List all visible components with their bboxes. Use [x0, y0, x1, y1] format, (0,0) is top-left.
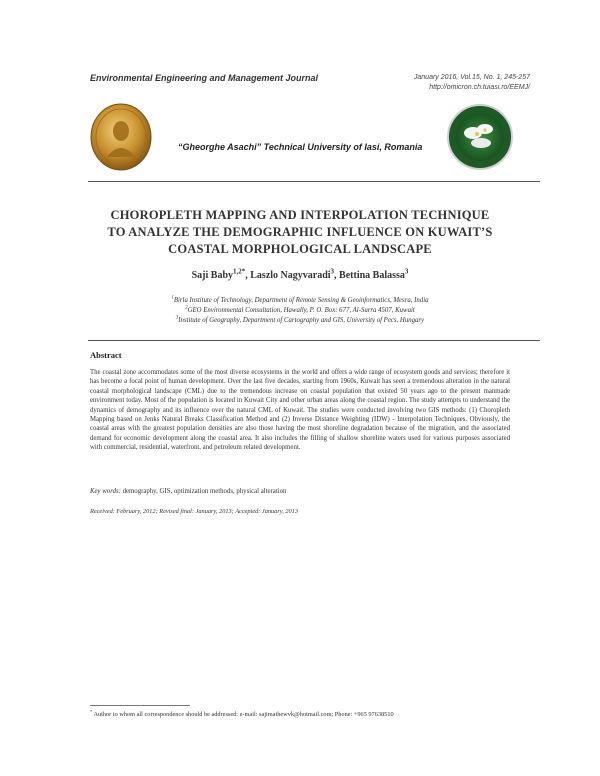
article-title	[80, 207, 520, 258]
author-name: Saji Baby	[191, 270, 234, 281]
abstract-divider	[88, 340, 540, 341]
title-line: CHOROPLETH MAPPING AND INTERPOLATION TECHNIQUE	[110, 208, 490, 222]
abstract-text: The coastal zone accommodates some of the most diverse ecosystems in the world and offers a wide range of ecosystem goods and services; therefore it has become a focal point of human development. Over the last five decades, starting from 1960s, Kuwait has seen a tremendous alteration in the natural coastal morphological landscape (CML) due to the tremendous increase on coastal population that existed 50 years ago to the present manmade environment today. Most of the population is located in Kuwait City and other urban areas along the coastal region. The study attempts to understand the dynamics of demography and its influence over the natural CML of Kuwait. The studies were conducted involving two GIS methods: (1) Choropleth Mapping based on Jenks Natural Breaks Classification Method and (2) Inverse Distance Weighting (IDW) - Interpolation Techniques. Obviously, the coastal areas with the greatest population densities are also those having the most shoreline degradation because of the migration, and the associated demand for economic development along the coastal area. It also includes the filling of shallow shoreline waters used for various purposes associated with commercial, residential, waterfront, and petroleum related development.	[90, 369, 510, 452]
keywords-label: Key words:	[90, 488, 121, 495]
abstract-heading: Abstract	[90, 350, 122, 360]
journal-url[interactable]: http://omicron.ch.tuiasi.ro/EEMJ/	[429, 84, 530, 91]
issue-info	[414, 73, 530, 93]
author-name: , Laszlo Nagyvaradi	[245, 270, 331, 281]
author-list	[80, 267, 520, 281]
journal-logo	[447, 103, 513, 171]
affiliations	[80, 296, 520, 326]
keywords	[90, 488, 286, 495]
title-line: TO ANALYZE THE DEMOGRAPHIC INFLUENCE ON KUWAIT’S	[107, 225, 493, 239]
header-divider	[88, 181, 540, 182]
author-affil-marker: 3	[404, 267, 409, 276]
author-name: , Bettina Balassa	[334, 270, 405, 281]
issue-line: January 2016, Vol.15, No. 1, 245-257	[413, 74, 530, 81]
footnote-divider	[90, 705, 190, 706]
received-dates: Received: February, 2012; Revised final: January, 2013; Accepted: January, 2013	[90, 508, 298, 515]
university-name: “Gheorghe Asachi” Technical University of Iasi, Romania	[178, 142, 423, 152]
affiliation: $^3$Institute of Geography, Department of Cartography and GIS, University of Pecs, Hungary	[175, 315, 425, 324]
title-line: COASTAL MORPHOLOGICAL LANDSCAPE	[168, 242, 432, 256]
corresponding-marker: *	[241, 267, 246, 276]
footnote	[90, 708, 394, 718]
footnote-marker: *	[90, 708, 93, 714]
author-affil-marker: 3	[330, 267, 335, 276]
university-seal-logo	[90, 103, 152, 171]
keywords-list: demography, GIS, optimization methods, physical alteration	[122, 488, 287, 495]
journal-name: Environmental Engineering and Management Journal	[90, 73, 319, 83]
affiliation: $^2$GEO Environmental Consultation, Hawally, P. O. Box: 677, Al-Surra 4507, Kuwait	[185, 305, 415, 314]
author-affil-marker: 1,2	[233, 267, 242, 276]
footnote-text: Author to whom all correspondence should be addressed: e-mail: sajimathewvk@hotmail.com; Phone: +965 97638510	[93, 711, 394, 718]
affiliation: $^1$Birla Institute of Technology, Department of Remote Sensing & Geoinformatics, Mesra, India	[171, 295, 429, 304]
